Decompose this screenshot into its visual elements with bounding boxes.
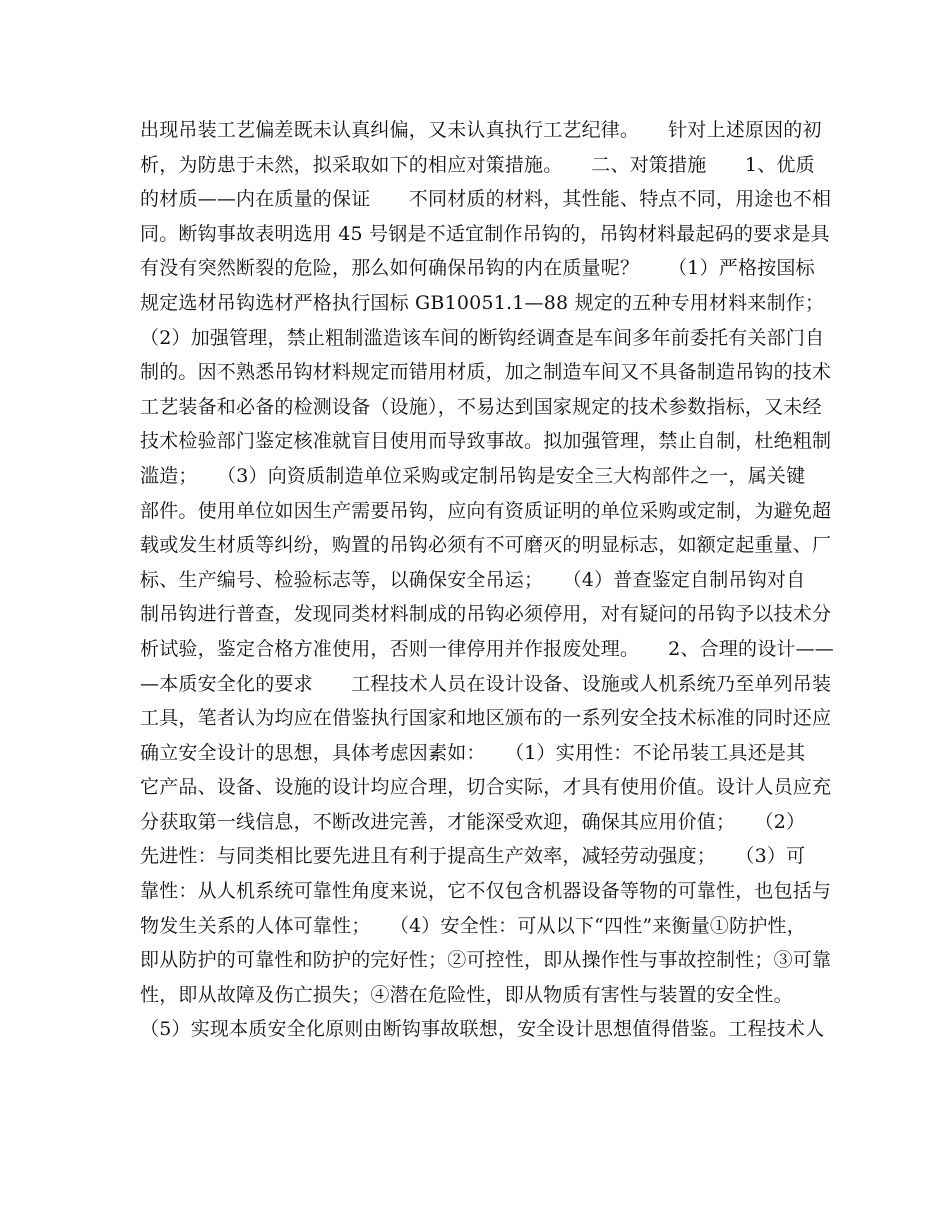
text-line: 标、生产编号、检验标志等，以确保安全吊运； （4）普查鉴定自制吊钩对自 bbox=[140, 568, 806, 591]
text-line: （2）加强管理，禁止粗制滥造该车间的断钩经调查是车间多年前委托有关部门自 bbox=[140, 326, 825, 349]
text-line: 有没有突然断裂的危险，那么如何确保吊钩的内在质量呢？ （1）严格按国标 bbox=[140, 257, 815, 280]
text-line: 技术检验部门鉴定核准就盲目使用而导致事故。拟加强管理，禁止自制，杜绝粗制 bbox=[140, 430, 832, 453]
text-line: —本质安全化的要求 工程技术人员在设计设备、设施或人机系统乃至单列吊装 bbox=[140, 672, 832, 695]
text-line: 制的。因不熟悉吊钩材料规定而错用材质，加之制造车间又不具备制造吊钩的技术 bbox=[140, 361, 832, 384]
text-line: 规定选材吊钩选材严格执行国标 GB10051.1—88 规定的五种专用材料来制作； bbox=[140, 291, 825, 314]
text-line: 同。断钩事故表明选用 45 号钢是不适宜制作吊钩的，吊钩材料最起码的要求是具 bbox=[140, 222, 830, 245]
text-line: 部件。使用单位如因生产需要吊钩，应向有资质证明的单位采购或定制，为避免超 bbox=[140, 499, 832, 522]
text-line: 出现吊装工艺偏差既未认真纠偏，又未认真执行工艺纪律。 针对上述原因的初 bbox=[140, 119, 822, 141]
text-line: 工艺装备和必备的检测设备（设施），不易达到国家规定的技术参数指标，又未经 bbox=[140, 395, 822, 418]
text-line: 靠性：从人机系统可靠性角度来说，它不仅包含机器设备等物的可靠性，也包括与 bbox=[140, 880, 832, 903]
text-line: 先进性：与同类相比要先进且有利于提高生产效率，减轻劳动强度； （3）可 bbox=[140, 845, 806, 868]
text-line: 析，为防患于未然，拟采取如下的相应对策措施。 二、对策措施 1、优质 bbox=[140, 153, 815, 176]
text-line: 制吊钩进行普查，发现同类材料制成的吊钩必须停用，对有疑问的吊钩予以技术分 bbox=[140, 603, 832, 626]
text-line: 析试验，鉴定合格方准使用，否则一律停用并作报废处理。 2、合理的设计—— bbox=[140, 637, 834, 660]
text-line: （5）实现本质安全化原则由断钩事故联想，安全设计思想值得借鉴。工程技术人 bbox=[140, 1018, 825, 1041]
text-line: 分获取第一线信息，不断改进完善，才能深受欢迎，确保其应用价值； （2） bbox=[140, 810, 806, 833]
text-line: 滥造； （3）向资质制造单位采购或定制吊钩是安全三大构部件之一，属关键 bbox=[140, 464, 806, 487]
text-line: 物发生关系的人体可靠性； （4）安全性：可从以下“四性”来衡量①防护性， bbox=[140, 914, 806, 937]
text-line: 工具，笔者认为均应在借鉴执行国家和地区颁布的一系列安全技术标准的同时还应 bbox=[140, 707, 832, 730]
text-line: 载或发生材质等纠纷，购置的吊钩必须有不可磨灭的明显标志，如额定起重量、厂 bbox=[140, 534, 832, 557]
body-text bbox=[140, 113, 834, 1047]
text-line: 的材质——内在质量的保证 不同材质的材料，其性能、特点不同，用途也不相 bbox=[140, 188, 832, 211]
text-line: 即从防护的可靠性和防护的完好性；②可控性，即从操作性与事故控制性；③可靠 bbox=[140, 949, 832, 972]
text-line: 性，即从故障及伤亡损失；④潜在危险性，即从物质有害性与装置的安全性。 bbox=[140, 983, 793, 1006]
text-line: 它产品、设备、设施的设计均应合理，切合实际，才具有使用价值。设计人员应充 bbox=[140, 776, 832, 799]
text-line: 确立安全设计的思想，具体考虑因素如： （1）实用性：不论吊装工具还是其 bbox=[140, 741, 806, 764]
